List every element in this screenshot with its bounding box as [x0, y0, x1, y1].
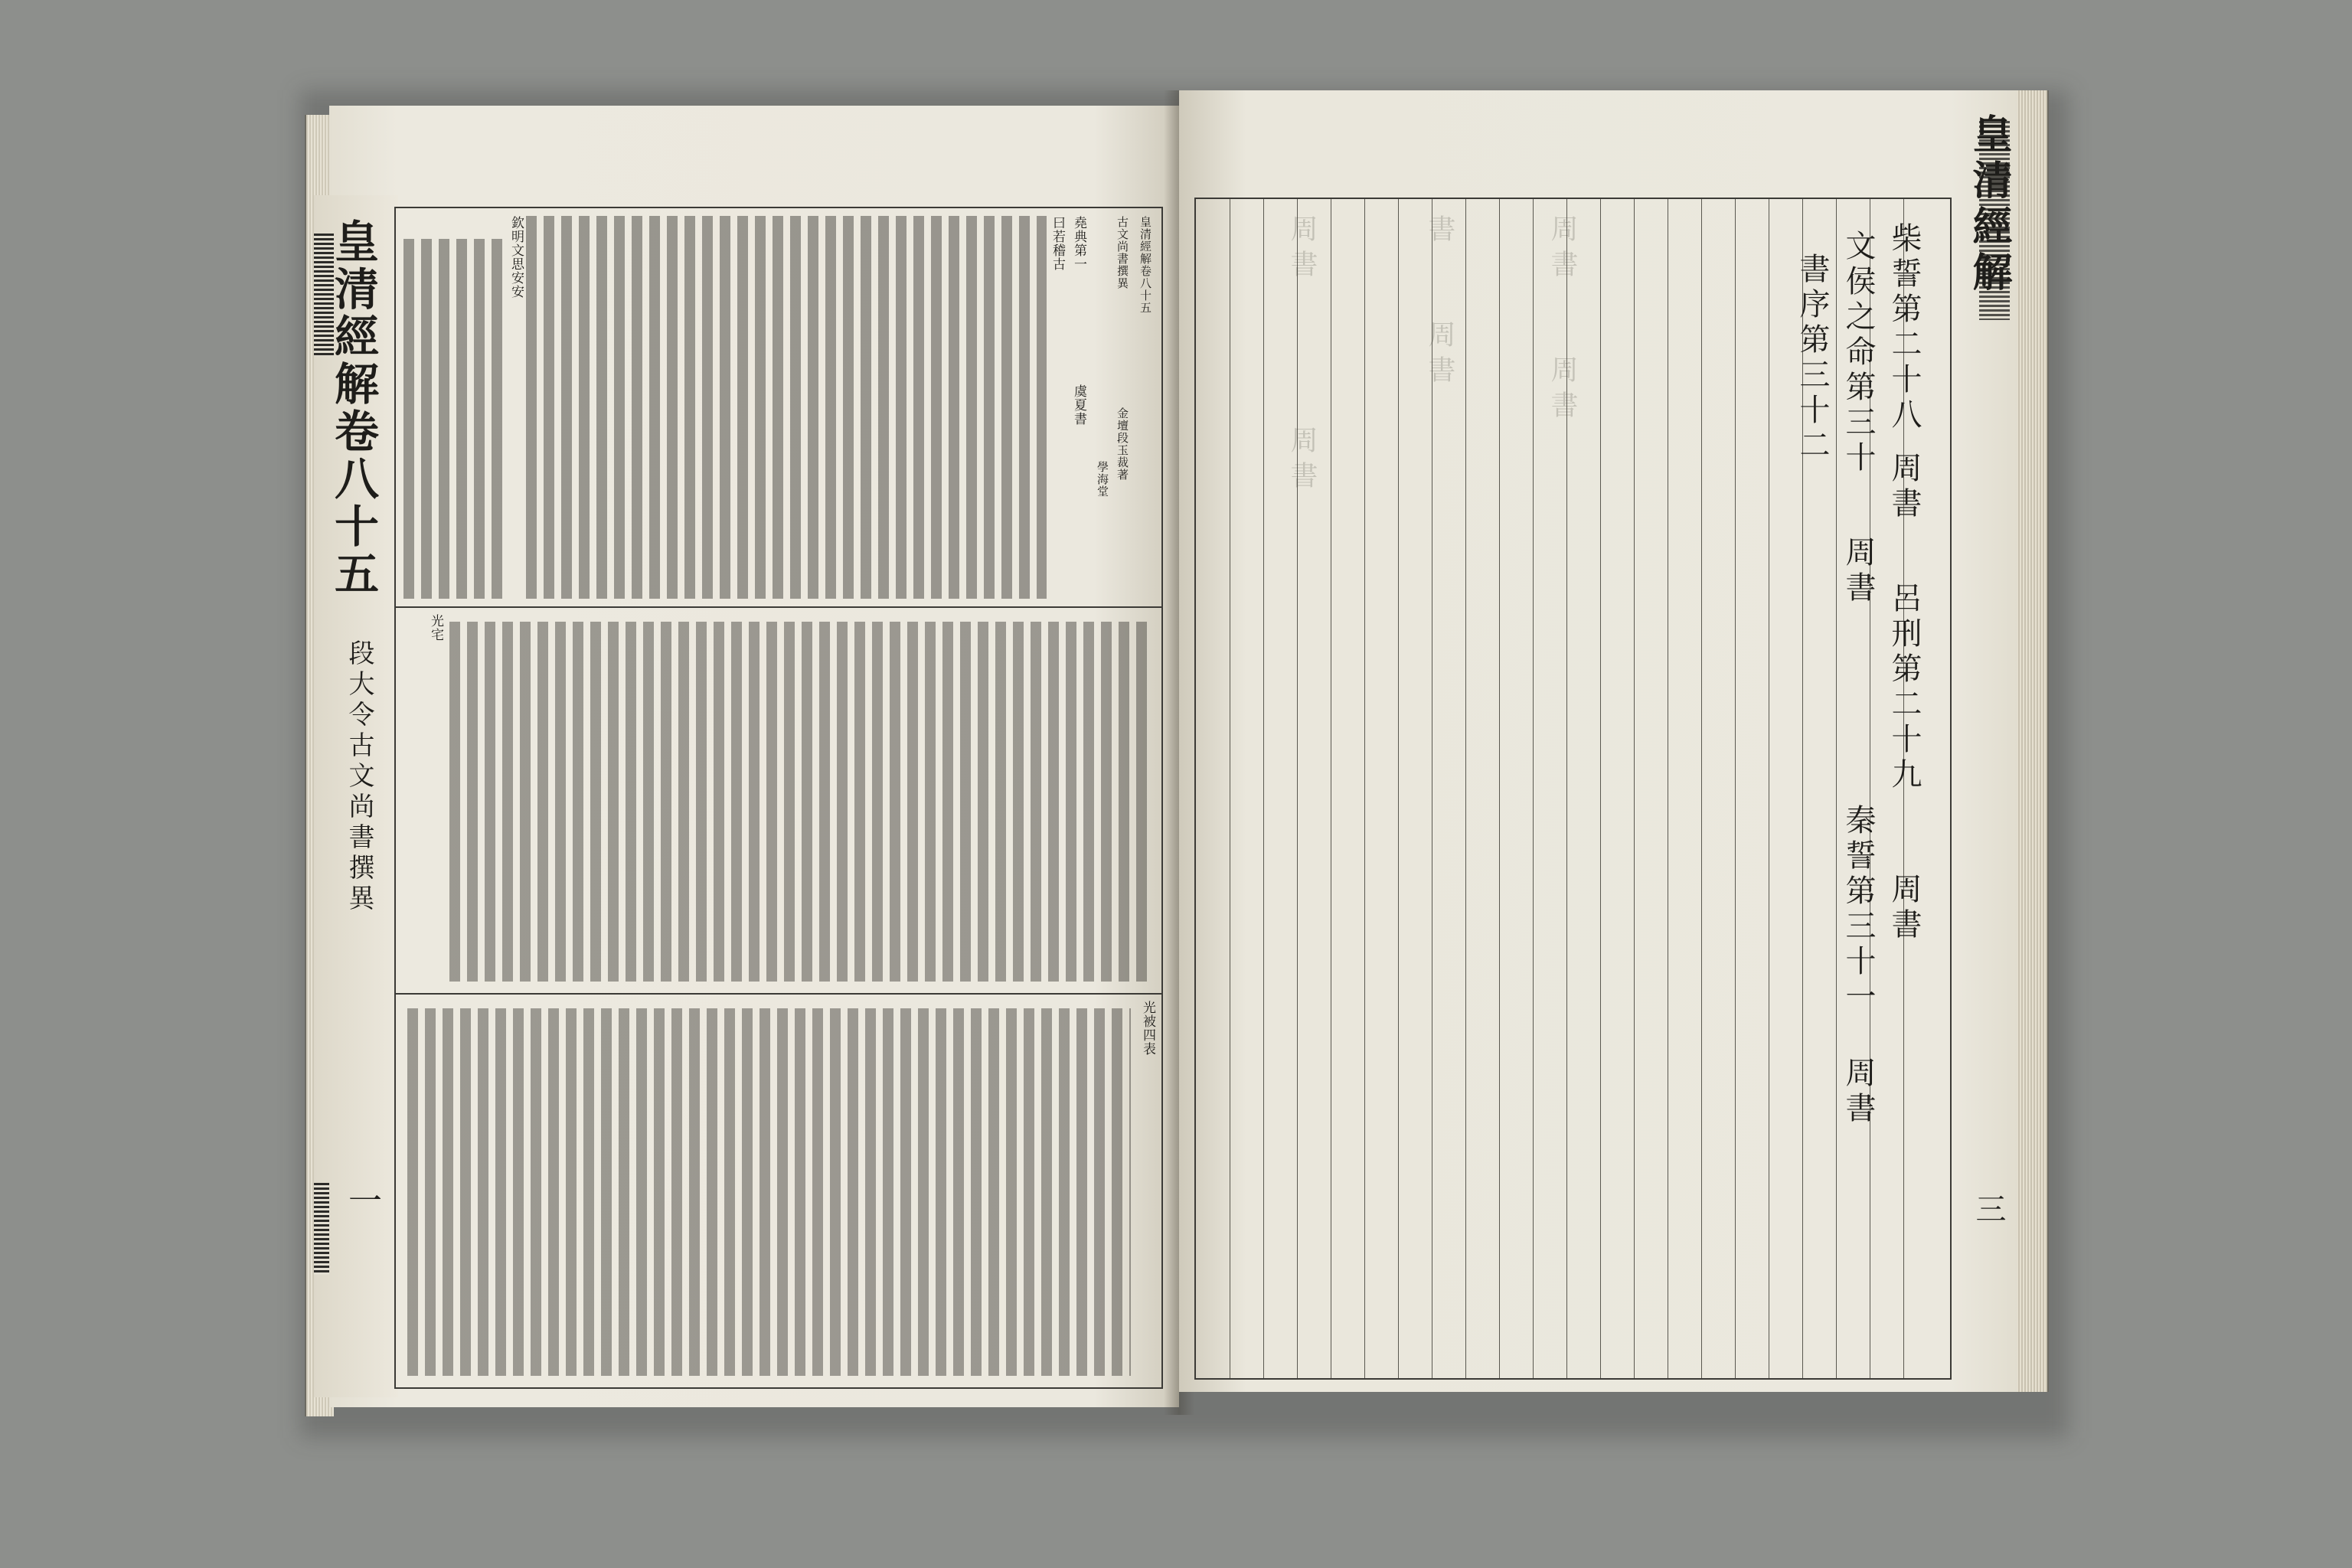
ink-ornament — [314, 1183, 329, 1275]
toc-entry-title: 柴誓第二十八 — [1886, 222, 1922, 433]
spine-footer: 段大令古文尚書撰異 — [344, 639, 374, 915]
commentary-text-block — [403, 239, 503, 599]
show-through-text: 周書 周書 — [1286, 214, 1318, 496]
toc-entry-note: 周書 — [1886, 873, 1922, 943]
toc-entry-note: 周書 — [1841, 1057, 1876, 1127]
section-head: 光宅 — [428, 614, 443, 642]
column-rule — [1533, 199, 1534, 1378]
column-rule — [1600, 199, 1601, 1378]
register-divider — [396, 606, 1161, 608]
right-spine-title: 皇清經解 — [1965, 113, 2012, 297]
toc-entry-title: 文侯之命第三十 — [1841, 230, 1876, 476]
toc-entry-title: 呂刑第二十九 — [1886, 582, 1922, 793]
left-spine-band — [314, 195, 398, 1397]
left-text-frame — [394, 207, 1163, 1389]
section-head: 虞夏書 — [1071, 384, 1086, 426]
spine-title: 皇清經解卷八十五 — [327, 218, 379, 598]
column-rule — [1499, 199, 1500, 1378]
column-rule — [1465, 199, 1466, 1378]
column-rule — [1634, 199, 1635, 1378]
section-head: 堯典第一 — [1071, 216, 1086, 271]
show-through-text: 周書 周書 — [1547, 214, 1578, 426]
right-text-frame — [1194, 198, 1952, 1380]
commentary-text-block — [449, 622, 1154, 982]
page-folio: 一 — [342, 1183, 381, 1217]
column-rule — [1701, 199, 1702, 1378]
register-divider — [396, 993, 1161, 995]
commentary-text-block — [407, 1008, 1131, 1376]
toc-entry-note: 周書 — [1886, 452, 1922, 522]
column-rule — [1735, 199, 1736, 1378]
toc-entry-note: 周書 — [1841, 536, 1876, 606]
section-head: 欽明文思安安 — [508, 216, 524, 299]
right-spine-band — [1956, 90, 2017, 1377]
column-rule — [1263, 199, 1264, 1378]
page-folio: 三 — [1971, 1193, 2006, 1224]
header-line: 古文尚書撰異 — [1116, 216, 1129, 289]
toc-entry-title: 書序第三十二 — [1795, 253, 1830, 464]
column-rule — [1836, 199, 1837, 1378]
column-rule — [1398, 199, 1399, 1378]
column-rule — [1364, 199, 1365, 1378]
section-head: 曰若稽古 — [1050, 216, 1065, 271]
header-line: 金壇段玉裁著 — [1116, 407, 1129, 481]
section-head: 光被四表 — [1140, 1001, 1155, 1056]
header-line: 皇清經解卷八十五 — [1138, 216, 1152, 314]
toc-entry-title: 秦誓第三十一 — [1841, 804, 1876, 1015]
right-page-edges — [2014, 90, 2049, 1392]
commentary-text-block — [526, 216, 1047, 599]
header-line: 學海堂 — [1096, 461, 1109, 498]
show-through-text: 書 周書 — [1424, 214, 1455, 390]
